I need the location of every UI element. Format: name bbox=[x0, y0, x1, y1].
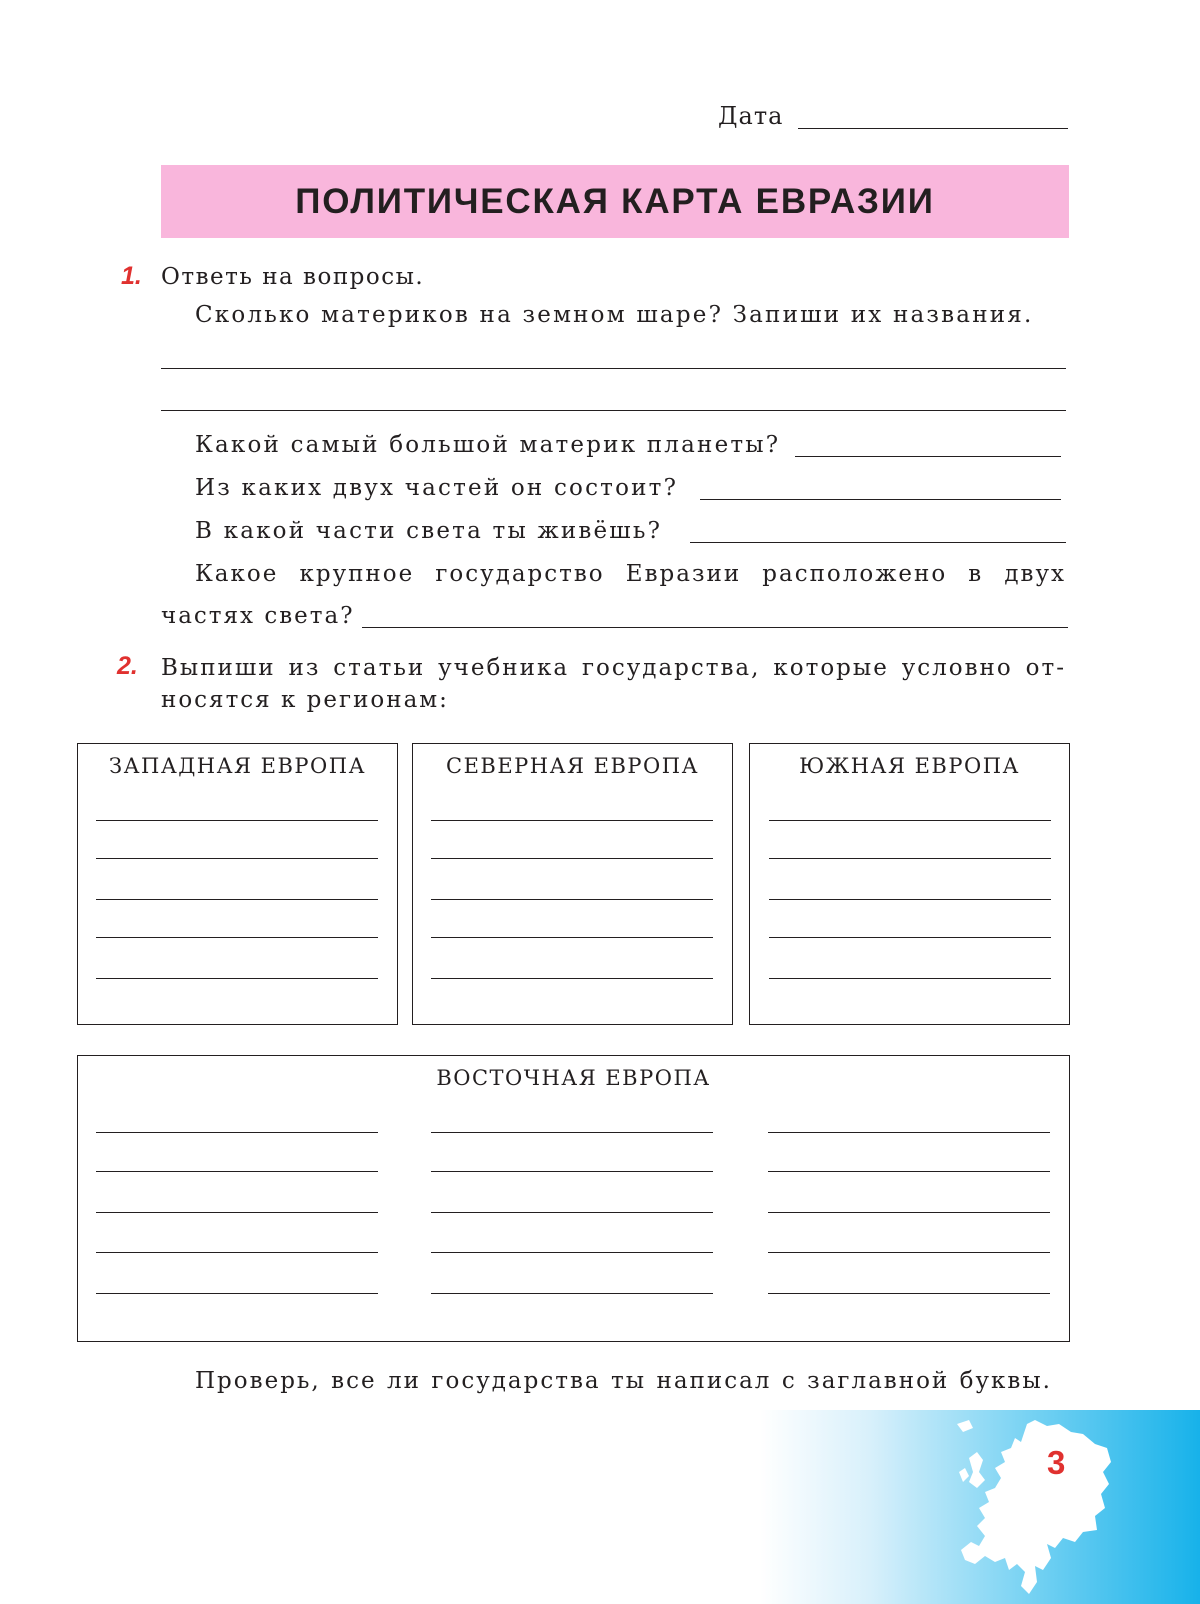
answer-line[interactable] bbox=[768, 1171, 1050, 1172]
answer-line[interactable] bbox=[96, 937, 378, 938]
task-2-number: 2. bbox=[117, 652, 138, 680]
answer-line[interactable] bbox=[431, 1252, 713, 1253]
answer-line[interactable] bbox=[768, 1212, 1050, 1213]
task-2-text-line-1: Выпиши из статьи учебника государства, которые условно от- bbox=[161, 655, 1066, 681]
answer-line[interactable] bbox=[431, 1212, 713, 1213]
answer-line[interactable] bbox=[431, 899, 713, 900]
check-capitalization-note: Проверь, все ли государства ты написал с заглавной буквы. bbox=[195, 1368, 1052, 1394]
region-box-west bbox=[77, 743, 398, 1025]
task-1-intro: Ответь на вопросы. bbox=[161, 264, 425, 290]
answer-line-state[interactable] bbox=[362, 627, 1068, 628]
answer-line[interactable] bbox=[769, 858, 1051, 859]
page-number: 3 bbox=[1047, 1444, 1066, 1481]
answer-line-two-parts[interactable] bbox=[700, 499, 1061, 500]
region-title-south: ЮЖНАЯ ЕВРОПА bbox=[799, 754, 1020, 778]
europe-map-icon bbox=[955, 1418, 1115, 1598]
question-largest-continent: Какой самый большой материк планеты? bbox=[195, 432, 781, 458]
answer-line[interactable] bbox=[431, 820, 713, 821]
answer-line[interactable] bbox=[96, 1293, 378, 1294]
answer-line[interactable] bbox=[769, 899, 1051, 900]
answer-line[interactable] bbox=[431, 978, 713, 979]
answer-line[interactable] bbox=[431, 937, 713, 938]
answer-line[interactable] bbox=[768, 1132, 1050, 1133]
answer-line[interactable] bbox=[96, 820, 378, 821]
answer-line[interactable] bbox=[96, 1252, 378, 1253]
region-title-west: ЗАПАДНАЯ ЕВРОПА bbox=[109, 754, 366, 778]
question-continents: Сколько материков на земном шаре? Запиши их названия. bbox=[195, 302, 1034, 328]
answer-line[interactable] bbox=[431, 1171, 713, 1172]
question-two-parts: Из каких двух частей он состоит? bbox=[195, 475, 679, 501]
region-title-north: СЕВЕРНАЯ ЕВРОПА bbox=[446, 754, 699, 778]
answer-line[interactable] bbox=[768, 1252, 1050, 1253]
task-2-text-line-2: носятся к регионам: bbox=[161, 687, 449, 713]
page-title: ПОЛИТИЧЕСКАЯ КАРТА ЕВРАЗИИ bbox=[295, 181, 935, 221]
answer-line[interactable] bbox=[768, 1293, 1050, 1294]
answer-line[interactable] bbox=[96, 1132, 378, 1133]
answer-line[interactable] bbox=[96, 899, 378, 900]
title-banner bbox=[161, 165, 1069, 238]
answer-line[interactable] bbox=[769, 937, 1051, 938]
answer-line[interactable] bbox=[431, 1132, 713, 1133]
answer-line[interactable] bbox=[96, 1212, 378, 1213]
answer-line[interactable] bbox=[96, 1171, 378, 1172]
region-box-east bbox=[77, 1055, 1070, 1342]
date-label: Дата bbox=[718, 102, 784, 130]
answer-line-largest-continent[interactable] bbox=[795, 456, 1061, 457]
region-box-north bbox=[412, 743, 733, 1025]
answer-line[interactable] bbox=[769, 820, 1051, 821]
answer-line[interactable] bbox=[96, 858, 378, 859]
answer-line-where-live[interactable] bbox=[690, 542, 1066, 543]
question-state-line-1: Какое крупное государство Евразии расположено в двух bbox=[195, 561, 1066, 587]
region-title-east: ВОСТОЧНАЯ ЕВРОПА bbox=[436, 1066, 711, 1090]
task-1-number: 1. bbox=[121, 262, 142, 290]
answer-line[interactable] bbox=[431, 1293, 713, 1294]
date-answer-line[interactable] bbox=[798, 128, 1068, 129]
question-state-line-2: частях света? bbox=[161, 603, 355, 629]
question-where-live: В какой части света ты живёшь? bbox=[195, 518, 663, 544]
answer-line[interactable] bbox=[769, 978, 1051, 979]
answer-line[interactable] bbox=[431, 858, 713, 859]
answer-line-continents-2[interactable] bbox=[161, 410, 1066, 411]
answer-line[interactable] bbox=[96, 978, 378, 979]
region-box-south bbox=[749, 743, 1070, 1025]
answer-line-continents-1[interactable] bbox=[161, 368, 1066, 369]
